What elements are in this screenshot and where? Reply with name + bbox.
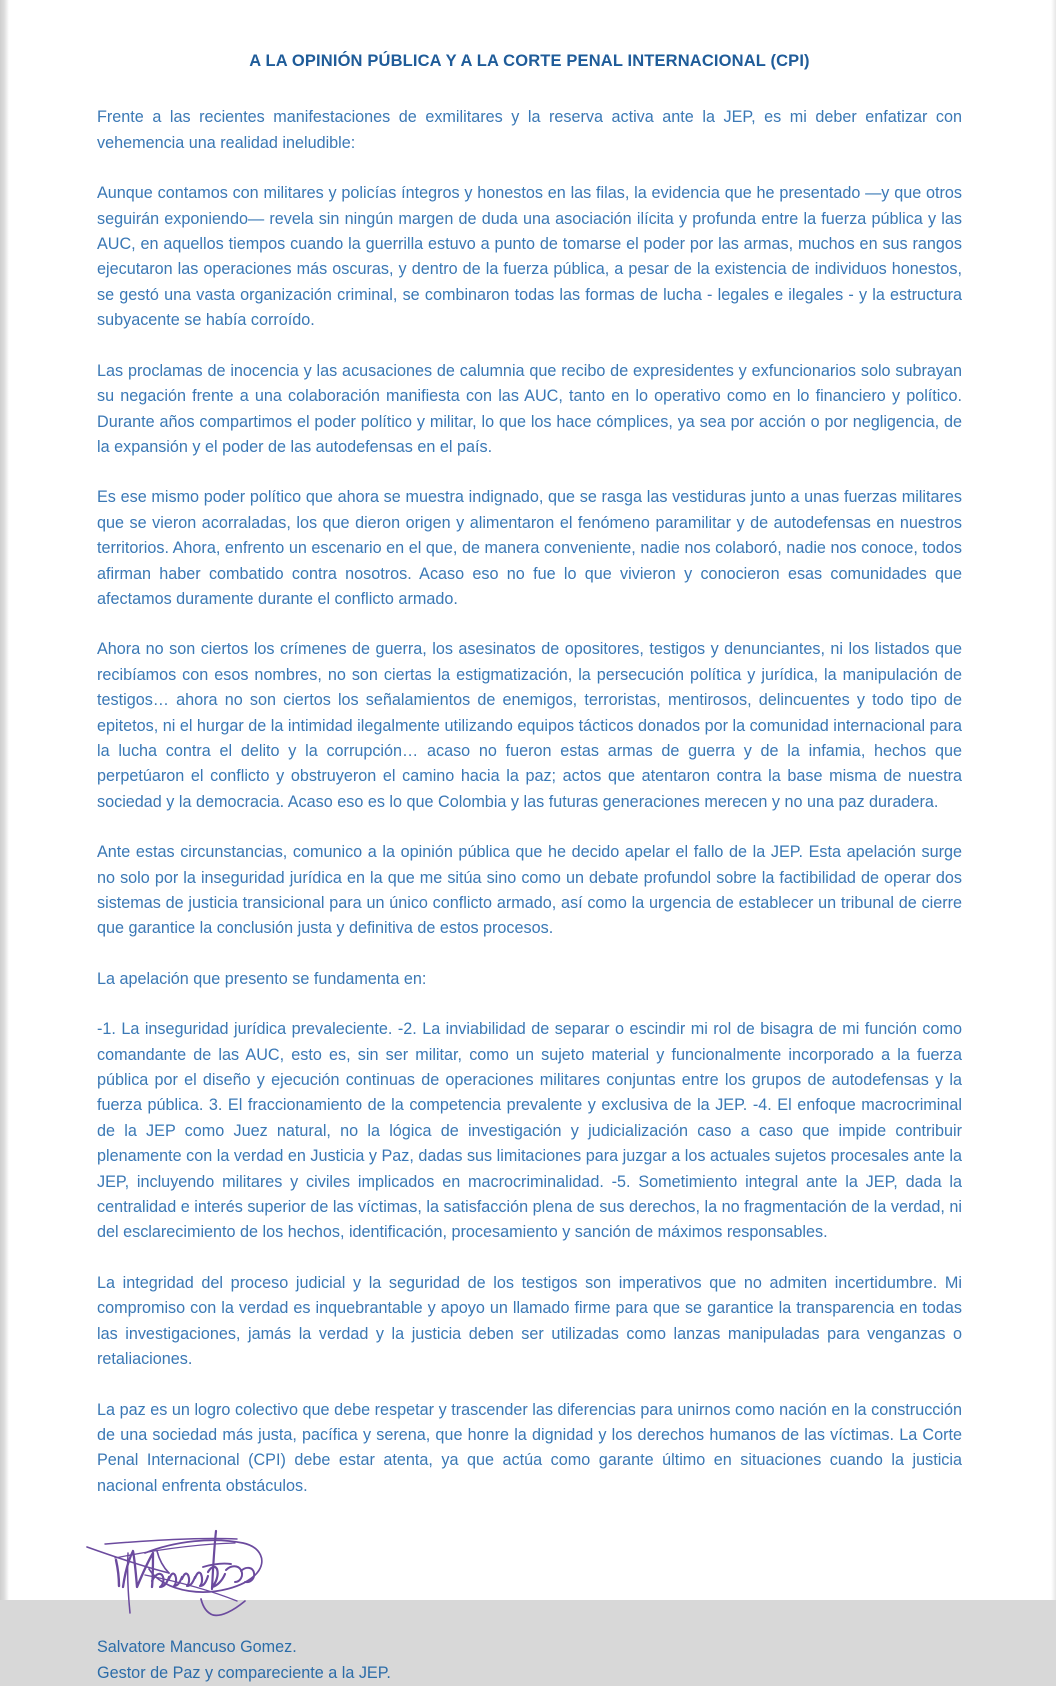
document-content xyxy=(97,0,962,1686)
paragraph-war-crimes: Ahora no son ciertos los crímenes de guerra, los asesinatos de opositores, testigos y denunciantes, ni los listados que recibíamos con esos nombres, no son ciertas la estigmatización, la persecución política y jurídica, la manipulación de testigos… ahora no son ciertos los señalamientos de enemigos, terroristas, mentirosos, delincuentes y todo tipo de epitetos, ni el hurgar de la intimidad ilegalmente utilizando equipos tácticos donados por la comunidad internacional para la lucha contra el delito y la corrupción… acaso no fueron estas armas de guerra y de la infamia, hechos que perpetúaron el conflicto y obstruyeron el camino hacia la paz; actos que atentaron contra la base misma de nuestra sociedad y la democracia. Acaso eso es lo que Colombia y las futuras generaciones merecen y no una paz duradera. xyxy=(97,640,962,811)
paragraph-appeal-basis-list: -1. La inseguridad jurídica prevaleciente. -2. La inviabilidad de separar o escindir mi rol de bisagra de mi función como comandante de las AUC, esto es, sin ser militar, como un sujeto material y funcionalmente incorporado a la fuerza pública por el diseño y ejecución continuas de operaciones militares conjuntas entre los grupos de autodefensas y la fuerza pública. 3. El fraccionamiento de la competencia prevalente y exclusiva de la JEP. -4. El enfoque macrocriminal de la JEP como Juez natural, no la lógica de investigación y judicialización caso a caso que impide contribuir plenamente con la verdad en Justicia y Paz, dadas sus limitaciones para juzgar a los actuales sujetos procesales ante la JEP, incluyendo militares y civiles implicados en macrocriminalidad. -5. Sometimiento integral ante la JEP, dada la centralidad e interés superior de las víctimas, la satisfacción plena de sus derechos, la no fragmentación de la verdad, ni del esclarecimiento de los hechos, identificación, procesamiento y sanción de máximos responsables. xyxy=(97,1020,962,1242)
paragraph-political-power: Es ese mismo poder político que ahora se muestra indignado, que se rasga las vestiduras junto a unas fuerzas militares que se vieron acorraladas, los que dieron origen y alimentaron el fenómeno paramilitar y de autodefensas en nuestros territorios. Ahora, enfrento un escenario en el que, de manera conveniente, nadie nos colaboró, nadie nos conoce, todos afirman haber combatido contra nosotros. Acaso eso no fue lo que vivieron y conocieron esas comunidades que afectamos duramente durante el conflicto armado. xyxy=(97,488,962,608)
paragraph-judicial-integrity: La integridad del proceso judicial y la seguridad de los testigos son imperativos que no admiten incertidumbre. Mi compromiso con la verdad es inquebrantable y apoyo un llamado firme para que se garantice la transparencia en todas las investigaciones, jamás la verdad y la justicia deben ser utilizadas como lanzas manipuladas para venganzas o retaliaciones. xyxy=(97,1273,962,1369)
paragraph-intro: Frente a las recientes manifestaciones de exmilitares y la reserva activa ante la JEP, es mi deber enfatizar con vehemencia una realidad ineludible: xyxy=(97,108,962,152)
page-left-edge xyxy=(0,0,9,1600)
signature-role: Gestor de Paz y compareciente a la JEP. xyxy=(97,1663,391,1682)
page-right-edge xyxy=(1051,0,1056,1600)
paragraph-appeal-basis-lead: La apelación que presento se fundamenta en: xyxy=(97,969,427,988)
paragraph-military-police: Aunque contamos con militares y policías íntegros y honestos en las filas, la evidencia que he presentado —y que otros seguirán exponiendo— revela sin ningún margen de duda una asociación ilícita y profunda entre la fuerza pública y las AUC, en aquellos tiempos cuando la guerrilla estuvo a punto de tomarse el poder por las armas, muchos en sus rangos ejecutaron las operaciones más oscuras, y dentro de la fuerza pública, a pesar de la existencia de individuos honestos, se gestó una vasta organización criminal, se combinaron todas las formas de lucha - legales e ilegales - y la estructura subyacente se había corroído. xyxy=(97,184,962,330)
document-sheet xyxy=(9,0,1051,1682)
paragraph-innocence-claims: Las proclamas de inocencia y las acusaciones de calumnia que recibo de expresidentes y exfuncionarios solo subrayan su negación frente a una colaboración manifiesta con las AUC, tanto en lo operativo como en lo financiero y político. Durante años compartimos el poder político y militar, lo que los hace cómplices, ya sea por acción o por negligencia, de la expansión y el poder de las autodefensas en el país. xyxy=(97,361,962,456)
page-title: A LA OPINIÓN PÚBLICA Y A LA CORTE PENAL INTERNACIONAL (CPI) xyxy=(249,52,810,70)
paragraph-peace-collective: La paz es un logro colectivo que debe respetar y trascender las diferencias para unirnos como nación en la construcción de una sociedad más justa, pacífica y serena, que honre la dignidad y los derechos humanos de las víctimas. La Corte Penal Internacional (CPI) debe estar atenta, ya que actúa como garante último en situaciones cuando la justicia nacional enfrenta obstáculos. xyxy=(97,1400,962,1495)
signature-block xyxy=(97,1517,962,1635)
signature-name: Salvatore Mancuso Gomez. xyxy=(97,1638,297,1657)
handwritten-signature-icon xyxy=(85,1517,345,1627)
paragraph-appeal-announcement: Ante estas circunstancias, comunico a la opinión pública que he decido apelar el fallo de la JEP. Esta apelación surge no solo por la inseguridad jurídica en la que me sitúa sino como un debate profundol sobre la factibilidad de operar dos sistemas de justicia transicional para un único conflicto armado, así como la urgencia de establecer un tribunal de cierre que garantice la conclusión justa y definitiva de estos procesos. xyxy=(97,843,962,938)
